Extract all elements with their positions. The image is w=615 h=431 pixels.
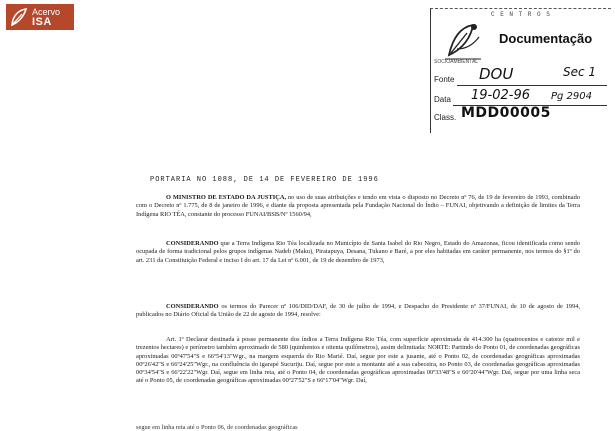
paragraph-considerando-1 (136, 240, 580, 265)
fonte-label: Fonte (434, 75, 455, 84)
fonte-value: DOU (479, 65, 514, 83)
paragraph-1-text: no uso de suas atribuições e tendo em vista o disposto no Decreto nº 76, de 19 de fevereiro de 1993, combinado com o Decreto nº 1.775, de 8 de janeiro de 1996, e diante da proposta apresentada pela Fundação Nacional do Índio – FUNAI, objetivando a definição de limites da Terra Indígena RIO TÉA, constante do processo FUNAI/BSB/Nº 1560/94, (136, 194, 580, 218)
paragraph-2-lead: CONSIDERANDO (166, 240, 219, 247)
paragraph-1-lead: O MINISTRO DE ESTADO DA JUSTIÇA, (166, 194, 287, 201)
paragraph-2-text: que a Terra Indígena Rio Téa localizada no Município de Santa Isabel do Rio Negro, Estado do Amazonas, ficou identificada como sendo ocupada de forma tradicional pelos grupos indígenas Nadeb (Maku), Piratapuya, Desana, Tukano e Baré, a por eles habitadas em caráter permanente, nos termos do §1º do art. 231 da Constituição Federal e inciso I do art. 17 da Lei nº 6.001, de 19 de dezembro de 1973, (136, 240, 580, 264)
logo-line-1: Acervo (32, 7, 61, 17)
isa-leaf-icon (9, 6, 29, 28)
class-value: MDD00005 (461, 105, 551, 121)
isa-seal-icon (443, 19, 483, 63)
paragraph-considerando-2 (136, 303, 580, 320)
cut-off-line: segue em linha reta até o Ponto 06, de coordenadas geográficas (136, 424, 298, 431)
stamp-top-caption: C E N T R O S (491, 11, 551, 18)
documentation-stamp (430, 8, 611, 133)
logo-line-2: ISA (32, 16, 52, 28)
class-label: Class. (434, 113, 457, 122)
fonte-line (457, 85, 607, 86)
pag-value: Pg 2904 (551, 91, 593, 102)
portaria-heading: PORTARIA NO 1088, DE 14 DE FEVEREIRO DE 1996 (150, 176, 379, 184)
paragraph-article-1 (136, 336, 580, 386)
stamp-small-caption: SOCIOAMBIENTAL (434, 59, 479, 65)
acervo-isa-logo (6, 4, 74, 30)
data-value: 19-02-96 (471, 88, 531, 103)
paragraph-ministro (136, 194, 580, 219)
secao-value: Sec 1 (563, 65, 597, 79)
data-label: Data (434, 95, 451, 104)
paragraph-3-lead: CONSIDERANDO (166, 303, 219, 310)
paragraph-3-text: os termos do Parecer nº 106/DID/DAF, de 30 de julho de 1994, e Despacho do Presidente nº 37/FUNAI, de 10 de agosto de 1994, publicados no Diário Oficial da União de 22 de agosto de 1994, resolve: (136, 303, 580, 319)
stamp-title: Documentação (499, 31, 593, 46)
paragraph-4-text: Art. 1º Declarar destinada à posse permanente dos índios a Terra Indígena Rio Téa, com superfície aproximada de 414.300 ha (quatrocentos e catorze mil e trezentos hectares) e perímetro também aproximado de 580 (quinhentos e oitenta quilômetros), assim delimitada: NORTE: Partindo do Ponto 01, de coordenadas geográficas aproximadas 00º47'54"S e 66º54'13"Wgr., na margem esquerda do Rio Marié. Daí, segue por este a jusante, até o Ponto 02, de coordenadas geográficas aproximadas 00º26'42"S e 66º24'25"Wgr., na confluência do igarapé Sucuriju. Daí, segue por este a montante até a sua cabeceira, no Ponto 03, de coordenadas geográficas aproximadas 00º34'54"S e 66º22'22"Wgr. Daí, segue em linha reta, até o Ponto 04, de coordenadas geográficas aproximadas 00º33'48"S e 66º20'44"Wgr. Daí, segue por uma linha seca até o Ponto 05, de coordenadas geográficas aproximadas 00º27'52"S e 66º17'04"Wgr. Daí, (136, 336, 580, 385)
